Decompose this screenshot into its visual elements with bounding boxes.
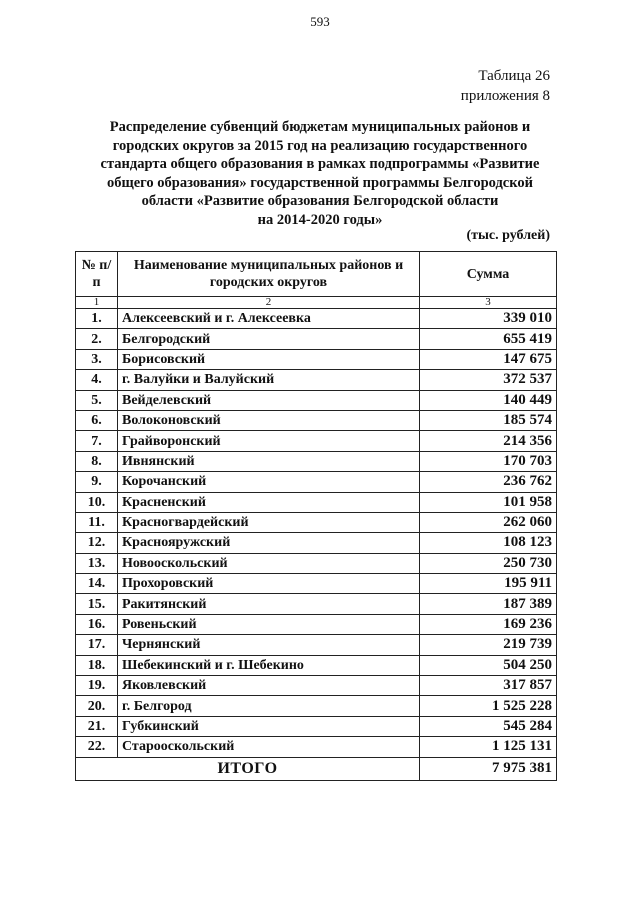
row-name: Старооскольский	[118, 737, 420, 757]
table-row	[76, 390, 557, 410]
row-name: Краснояружский	[118, 533, 420, 553]
table-row	[76, 574, 557, 594]
table-row	[76, 370, 557, 390]
row-number: 2.	[76, 329, 118, 349]
table-row	[76, 329, 557, 349]
row-number: 15.	[76, 594, 118, 614]
row-name: Губкинский	[118, 716, 420, 736]
row-sum: 214 356	[420, 431, 557, 451]
row-number: 6.	[76, 410, 118, 430]
table-row	[76, 492, 557, 512]
row-number: 5.	[76, 390, 118, 410]
row-sum: 195 911	[420, 574, 557, 594]
row-number: 20.	[76, 696, 118, 716]
header-number: № п/п	[76, 252, 118, 297]
total-label: ИТОГО	[76, 757, 420, 780]
document-title	[60, 118, 580, 229]
row-name: Волоконовский	[118, 410, 420, 430]
title-line: на 2014-2020 годы»	[257, 211, 383, 228]
table-row	[76, 676, 557, 696]
row-name: Шебекинский и г. Шебекино	[118, 655, 420, 675]
row-name: Чернянский	[118, 635, 420, 655]
row-name: Ивнянский	[118, 451, 420, 471]
row-sum: 147 675	[420, 349, 557, 369]
column-number-row	[76, 297, 557, 309]
table-row	[76, 655, 557, 675]
row-name: Корочанский	[118, 472, 420, 492]
table-row	[76, 553, 557, 573]
row-name: Ракитянский	[118, 594, 420, 614]
row-number: 9.	[76, 472, 118, 492]
row-number: 18.	[76, 655, 118, 675]
title-line: общего образования» государственной программы Белгородской	[106, 174, 534, 191]
row-sum: 140 449	[420, 390, 557, 410]
row-sum: 655 419	[420, 329, 557, 349]
header-sum: Сумма	[420, 252, 557, 297]
row-number: 8.	[76, 451, 118, 471]
subsidy-table	[75, 251, 557, 781]
row-sum: 101 958	[420, 492, 557, 512]
table-row	[76, 309, 557, 329]
title-line: стандарта общего образования в рамках подпрограммы «Развитие	[100, 156, 540, 172]
row-number: 19.	[76, 676, 118, 696]
row-sum: 504 250	[420, 655, 557, 675]
page-number: 593	[310, 14, 330, 29]
table-row	[76, 696, 557, 716]
table-row	[76, 614, 557, 634]
appendix-label: приложения 8	[460, 88, 550, 104]
row-sum: 108 123	[420, 533, 557, 553]
column-number: 2	[118, 297, 420, 309]
row-sum: 250 730	[420, 553, 557, 573]
table-row	[76, 716, 557, 736]
row-number: 21.	[76, 716, 118, 736]
row-number: 4.	[76, 370, 118, 390]
table-row	[76, 533, 557, 553]
row-number: 7.	[76, 431, 118, 451]
table-row	[76, 594, 557, 614]
row-number: 22.	[76, 737, 118, 757]
row-sum: 372 537	[420, 370, 557, 390]
table-row	[76, 472, 557, 492]
table-header-row	[76, 252, 557, 297]
row-sum: 185 574	[420, 410, 557, 430]
row-sum: 236 762	[420, 472, 557, 492]
row-name: Прохоровский	[118, 574, 420, 594]
table-row	[76, 635, 557, 655]
title-line: городских округов за 2015 год на реализацию государственного	[112, 137, 528, 154]
table-row	[76, 512, 557, 532]
row-number: 17.	[76, 635, 118, 655]
row-name: Белгородский	[118, 329, 420, 349]
row-number: 12.	[76, 533, 118, 553]
units-label: (тыс. рублей)	[466, 228, 550, 243]
row-sum: 219 739	[420, 635, 557, 655]
row-name: г. Белгород	[118, 696, 420, 716]
column-number: 1	[76, 297, 118, 309]
table-row	[76, 410, 557, 430]
table-reference	[461, 66, 550, 106]
row-sum: 169 236	[420, 614, 557, 634]
row-name: Грайворонский	[118, 431, 420, 451]
total-row	[76, 757, 557, 780]
total-sum: 7 975 381	[420, 757, 557, 780]
row-number: 3.	[76, 349, 118, 369]
row-number: 16.	[76, 614, 118, 634]
table-row	[76, 431, 557, 451]
row-sum: 187 389	[420, 594, 557, 614]
row-name: Борисовский	[118, 349, 420, 369]
column-number: 3	[420, 297, 557, 309]
table-label: Таблица 26	[478, 68, 550, 84]
table-row	[76, 349, 557, 369]
row-name: Яковлевский	[118, 676, 420, 696]
row-number: 11.	[76, 512, 118, 532]
row-sum: 1 525 228	[420, 696, 557, 716]
header-name: Наименование муниципальных районов и городских округов	[118, 252, 420, 297]
row-number: 1.	[76, 309, 118, 329]
title-line: Распределение субвенций бюджетам муниципальных районов и	[109, 119, 531, 135]
title-line: области «Развитие образования Белгородской области	[141, 193, 499, 209]
row-number: 14.	[76, 574, 118, 594]
row-name: Красненский	[118, 492, 420, 512]
row-sum: 339 010	[420, 309, 557, 329]
row-name: Красногвардейский	[118, 512, 420, 532]
row-sum: 262 060	[420, 512, 557, 532]
row-name: Вейделевский	[118, 390, 420, 410]
row-name: г. Валуйки и Валуйский	[118, 370, 420, 390]
row-number: 13.	[76, 553, 118, 573]
row-number: 10.	[76, 492, 118, 512]
table-row	[76, 451, 557, 471]
table-body	[76, 309, 557, 758]
table-row	[76, 737, 557, 757]
row-name: Новооскольский	[118, 553, 420, 573]
row-sum: 317 857	[420, 676, 557, 696]
row-name: Алексеевский и г. Алексеевка	[118, 309, 420, 329]
row-sum: 545 284	[420, 716, 557, 736]
row-name: Ровеньский	[118, 614, 420, 634]
row-sum: 170 703	[420, 451, 557, 471]
row-sum: 1 125 131	[420, 737, 557, 757]
